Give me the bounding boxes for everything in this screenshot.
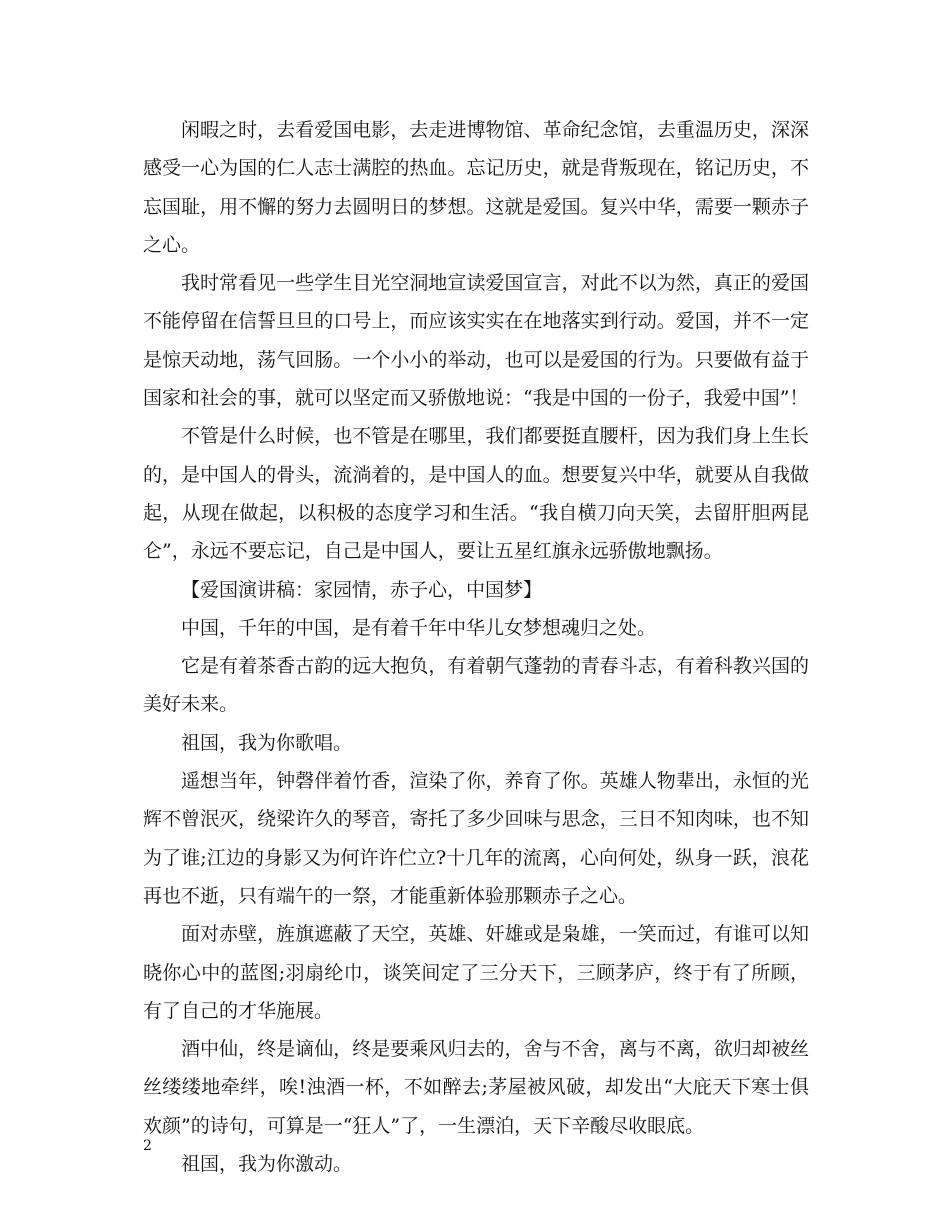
document-body xyxy=(143,111,809,1183)
paragraph: 酒中仙，终是谪仙，终是要乘风归去的，舍与不舍，离与不离，欲归却被丝丝缕缕地牵绊，唉!浊酒一杯，不如醉去;茅屋被风破，却发出“大庇天下寒士俱欢颜”的诗句，可算是一“狂人”了，一生漂泊，天下辛酸尽收眼底。 xyxy=(143,1038,809,1137)
paragraph: 我时常看见一些学生目光空洞地宣读爱国宣言，对此不以为然，真正的爱国不能停留在信誓旦旦的口号上，而应该实实在在地落实到行动。爱国，并不一定是惊天动地，荡气回肠。一个小小的举动，也可以是爱国的行为。只要做有益于国家和社会的事，就可以坚定而又骄傲地说：“我是中国的一份子，我爱中国”！ xyxy=(143,272,809,410)
paragraph: 闲暇之时，去看爱国电影，去走进博物馆、革命纪念馆，去重温历史，深深感受一心为国的仁人志士满腔的热血。忘记历史，就是背叛现在，铭记历史，不忘国耻，用不懈的努力去圆明日的梦想。这就是爱国。复兴中华，需要一颗赤子之心。 xyxy=(143,119,809,256)
section-heading: 【爱国演讲稿：家园情，赤子心，中国梦】 xyxy=(181,578,543,601)
page-number: 2 xyxy=(143,1138,152,1154)
paragraph: 中国，千年的中国，是有着千年中华儿女梦想魂归之处。 xyxy=(181,616,657,639)
paragraph: 祖国，我为你激动。 xyxy=(181,1153,353,1176)
paragraph: 遥想当年，钟磬伴着竹香，渲染了你，养育了你。英雄人物辈出，永恒的光辉不曾泯灭，绕梁许久的琴音，寄托了多少回味与思念，三日不知肉味，也不知为了谁;江边的身影又为何许许伫立?十几年的流离，心向何处，纵身一跃，浪花再也不逝，只有端午的一祭，才能重新体验那颗赤子之心。 xyxy=(143,770,809,907)
paragraph: 不管是什么时候，也不管是在哪里，我们都要挺直腰杆，因为我们身上生长的，是中国人的骨头，流淌着的，是中国人的血。想要复兴中华，就要从自我做起，从现在做起，以积极的态度学习和生活。“我自横刀向天笑，去留肝胆两昆仑”，永远不要忘记，自己是中国人，要让五星红旗永远骄傲地飘扬。 xyxy=(143,425,809,563)
paragraph: 面对赤壁，旌旗遮蔽了天空，英雄、奸雄或是枭雄，一笑而过，有谁可以知晓你心中的蓝图;羽扇纶巾，谈笑间定了三分天下，三顾茅庐，终于有了所顾，有了自己的才华施展。 xyxy=(143,923,809,1022)
paragraph: 祖国，我为你歌唱。 xyxy=(181,731,353,754)
paragraph: 它是有着茶香古韵的远大抱负，有着朝气蓬勃的青春斗志，有着科教兴国的美好未来。 xyxy=(143,655,809,716)
